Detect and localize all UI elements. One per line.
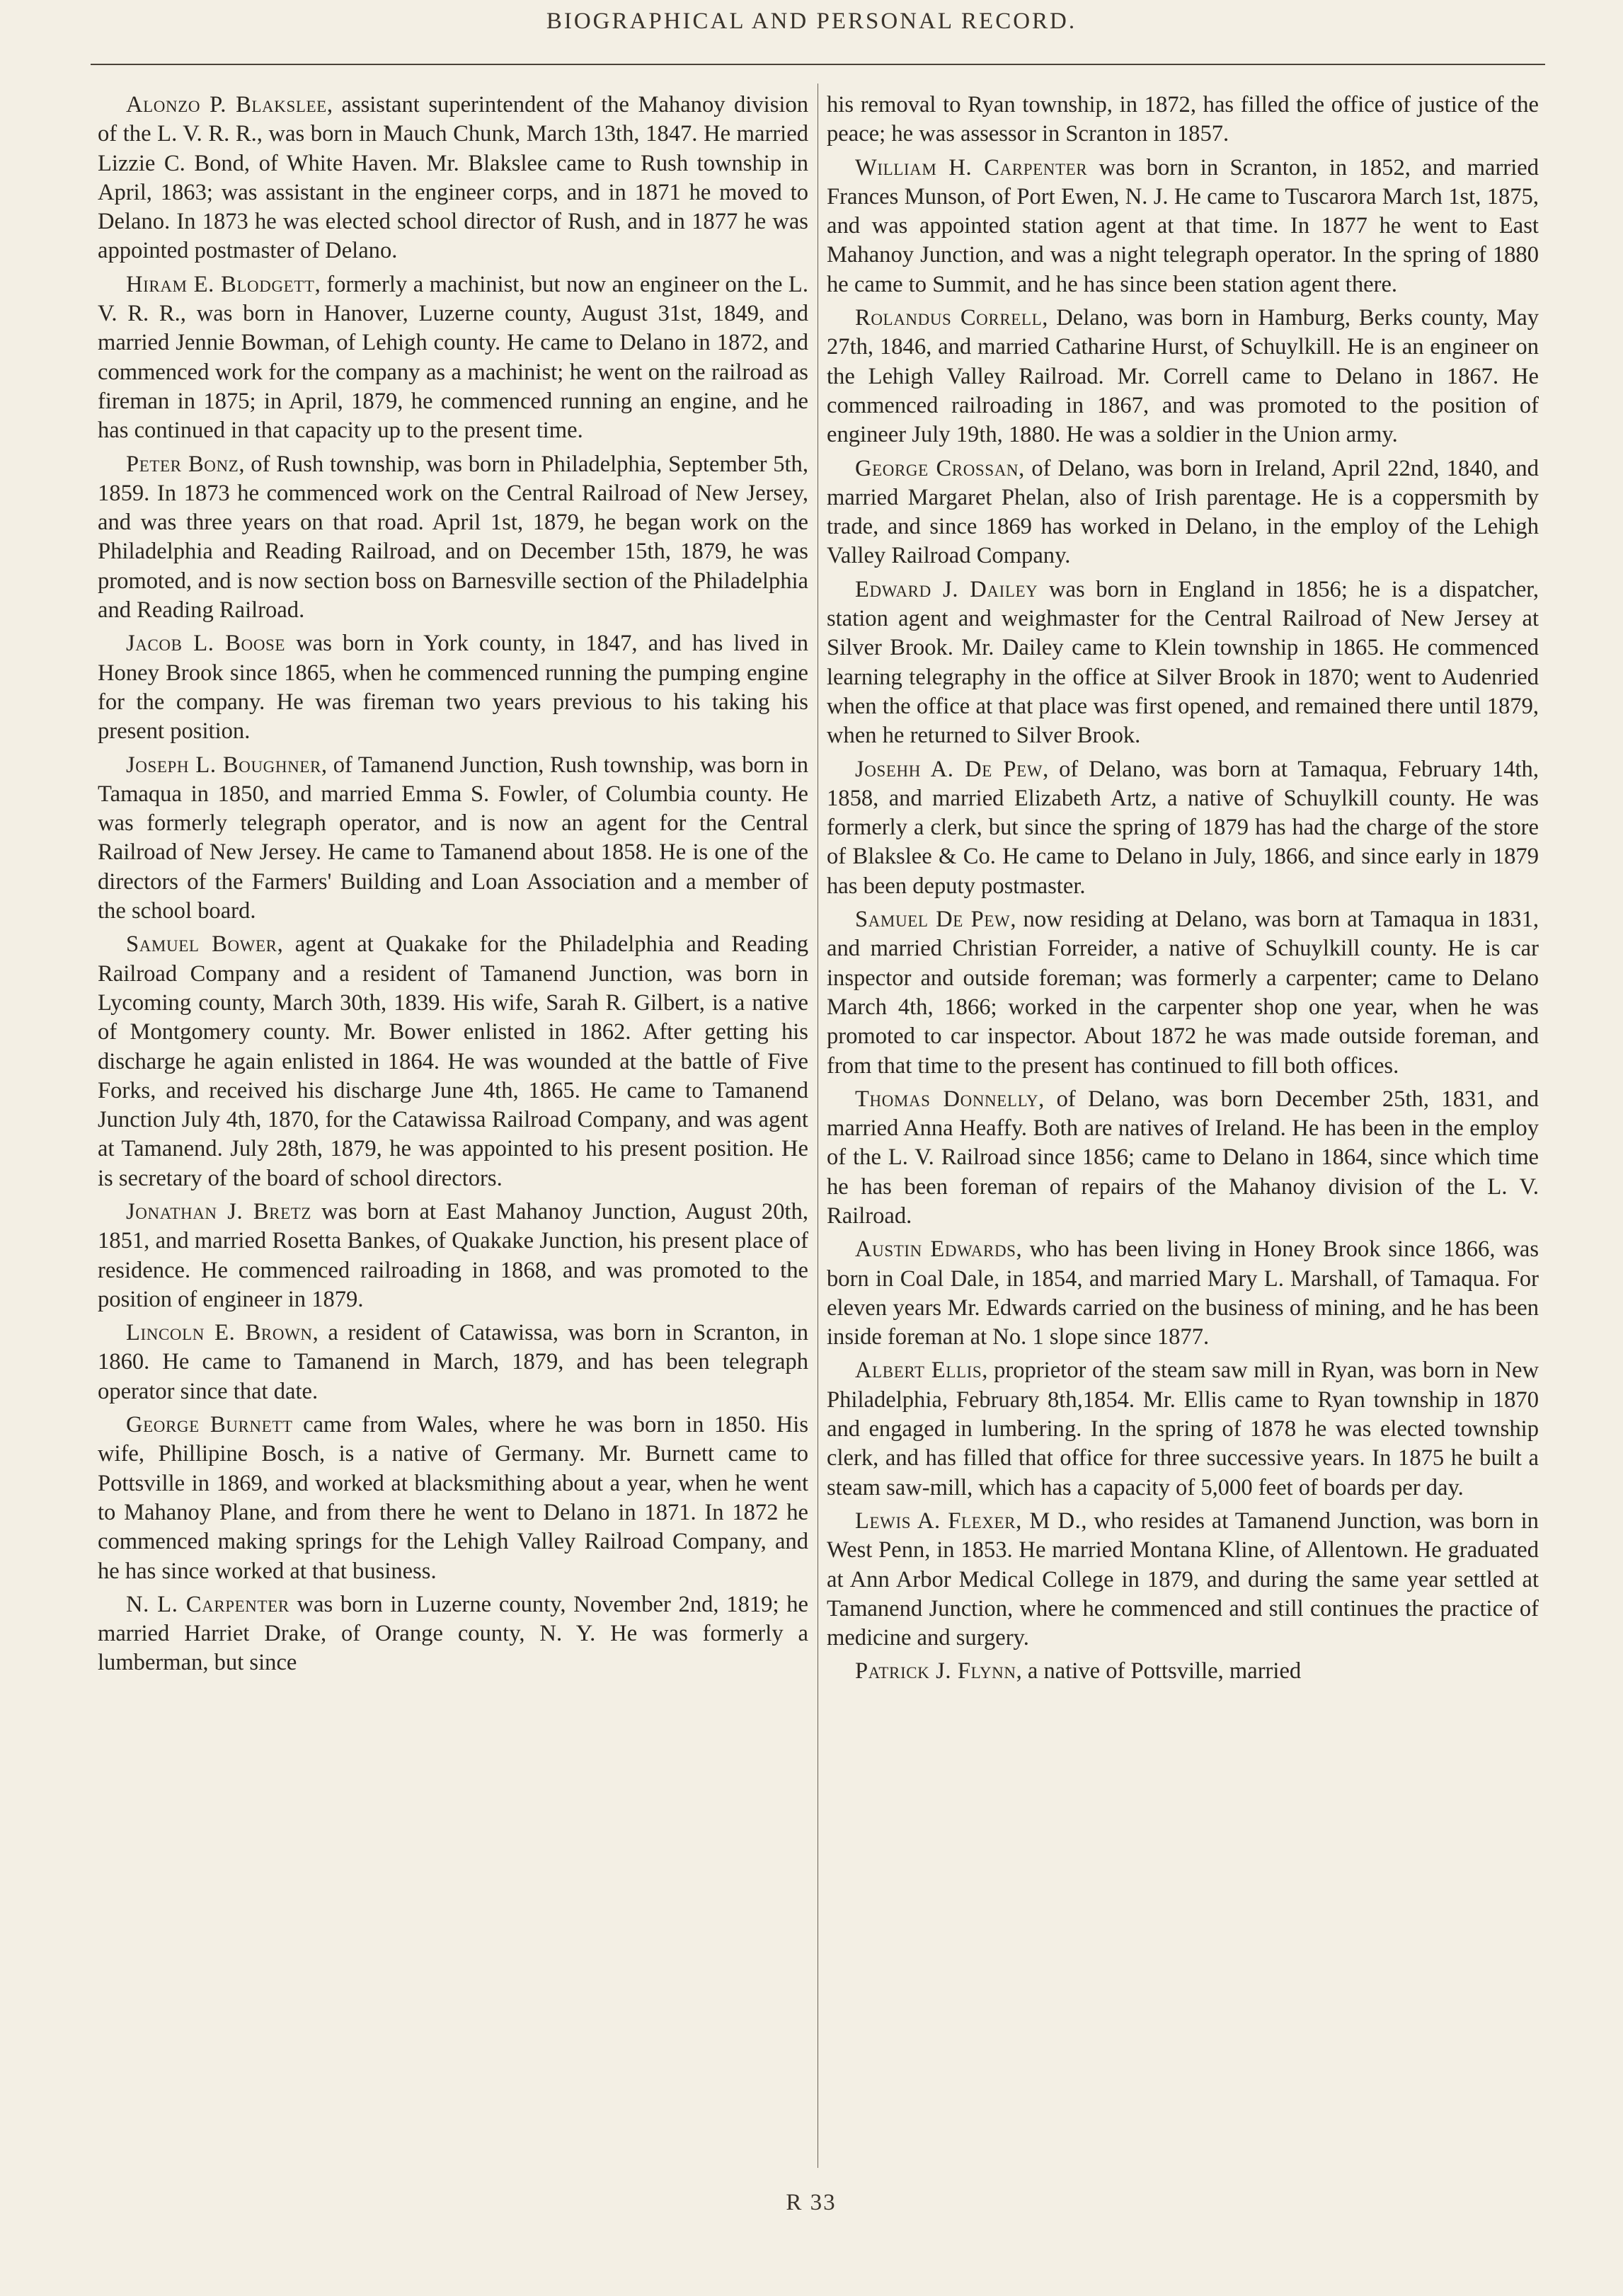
entry-name: Thomas Donnelly (855, 1086, 1039, 1112)
biography-entry (827, 304, 1539, 449)
biography-entry (827, 575, 1539, 751)
biography-entry (827, 154, 1539, 299)
biography-entry (827, 1235, 1539, 1352)
biography-entry (98, 450, 808, 626)
entry-name: Samuel Bower (126, 931, 277, 958)
entry-name: Lewis A. Flexer, M D. (855, 1508, 1082, 1534)
entry-text: , a native of Pottsville, married (1016, 1658, 1302, 1684)
biography-entry (827, 1507, 1539, 1653)
biography-entry (98, 1319, 808, 1406)
biography-entry (98, 1198, 808, 1314)
entry-name: N. L. Carpenter (126, 1591, 289, 1617)
entry-text: , of Delano, was born at Tamaqua, February 14th, 1858, and married Elizabeth Artz, a native of Schuylkill county. He was formerly a clerk, but since the spring of 1879 has had the charge of the store of Blakslee & Co. He came to Delano in July, 1866, and since early in 1879 has been deputy postmaster. (827, 756, 1539, 899)
entry-name: Austin Edwards (855, 1236, 1016, 1263)
left-column (98, 91, 808, 1682)
entry-name: Jonathan J. Bretz (126, 1198, 312, 1224)
entry-name: Samuel De Pew (855, 907, 1011, 933)
entry-text: was born in England in 1856; he is a dispatcher, station agent and weighmaster for the Central Railroad of New Jersey at Silver Brook. Mr. Dailey came to Klein township in 1865. He commenced learning telegraphy in the office at Silver Brook in 1870; went to Audenried when the office at that place was first opened, and remained there until 1879, when he returned to Silver Brook. (827, 576, 1539, 749)
biography-entry (98, 930, 808, 1193)
entry-text: , proprietor of the steam saw mill in Ryan, was born in New Philadelphia, February 8th,1854. Mr. Ellis came to Ryan township in 1870 and engaged in lumbering. In the spring of 1878 he was elected township clerk, and has filled that office for three successive years. In 1875 he built a steam saw-mill, which has a capacity of 5,000 feet of boards per day. (827, 1357, 1539, 1500)
biography-entry (827, 454, 1539, 571)
entry-name: Peter Bonz (126, 451, 239, 477)
entry-name: Edward J. Dailey (855, 576, 1038, 602)
entry-name: George Burnett (126, 1412, 293, 1438)
entry-text: , now residing at Delano, was born at Tamaqua in 1831, and married Christian Forreider, a native of Schuylkill county. He is car inspector and outside foreman; was formerly a carpenter; came to Delano March 4th, 1866; worked in the carpenter shop one year, when he was promoted to car inspector. About 1872 he was made outside foreman, and from that time to the present has continued to fill both offices. (827, 907, 1539, 1079)
biography-entry (827, 905, 1539, 1081)
entry-name: Joseph L. Boughner (126, 752, 321, 778)
entry-text: , who resides at Tamanend Junction, was born in West Penn, in 1853. He married Montana Kline, of Allentown. He graduated at Ann Arbor Medical College in 1879, and during the same year settled at Tamanend Junction, where he commenced and still continues the practice of medicine and surgery. (827, 1508, 1539, 1651)
entry-text: , a resident of Catawissa, was born in Scranton, in 1860. He came to Tamanend in March, 1879, and has been telegraph operator since that date. (98, 1320, 809, 1404)
right-column (827, 91, 1539, 1691)
biography-entry (98, 751, 808, 926)
page-folio: R 33 (786, 2190, 837, 2215)
entry-name: Patrick J. Flynn (855, 1658, 1016, 1684)
entry-text: was born in York county, in 1847, and has lived in Honey Brook since 1865, when he commenced running the pumping engine for the company. He was fireman two years previous to his taking his present position. (98, 631, 808, 745)
entry-name: Alonzo P. Blakslee (126, 92, 327, 117)
entry-text: , assistant superintendent of the Mahanoy division of the L. V. R. R., was born in Mauch Chunk, March 13th, 1847. He married Lizzie C. Bond, of White Haven. Mr. Blakslee came to Rush township in April, 1863; was assistant in the engineer corps, and in 1871 he moved to Delano. In 1873 he was elected school director of Rush, and in 1877 he was appointed postmaster of Delano. (98, 92, 808, 264)
entry-name: Albert Ellis (855, 1357, 982, 1384)
continued-entry-text: his removal to Ryan township, in 1872, has filled the office of justice of the peace; he was assessor in Scranton in 1857. (827, 92, 1539, 147)
entry-text: came from Wales, where he was born in 1850. His wife, Phillipine Bosch, is a native of Germany. Mr. Burnett came to Pottsville in 1869, and worked at blacksmithing about a year, when he went to Mahanoy Plane, and from there he went to Delano in 1871. In 1872 he commenced making springs for the Lehigh Valley Railroad Company, and he has since worked at that business. (98, 1412, 809, 1584)
entry-text: , formerly a machinist, but now an engineer on the L. V. R. R., was born in Hanover, Luzerne county, August 31st, 1849, and married Jennie Bowman, of Lehigh county. He came to Delano in 1872, and commenced work for the company as a machinist; he went on the railroad as fireman in 1875; in April, 1879, he commenced running an engine, and he has continued in that capacity up to the present time. (98, 271, 808, 444)
entry-text: , who has been living in Honey Brook since 1866, was born in Coal Dale, in 1854, and married Mary L. Marshall, of Tamaqua. For eleven years Mr. Edwards carried on the business of mining, and he has been inside foreman at No. 1 slope since 1877. (827, 1236, 1539, 1350)
biography-entry (827, 1657, 1539, 1686)
biography-entry (98, 629, 808, 746)
entry-text: , of Delano, was born in Ireland, April 22nd, 1840, and married Margaret Phelan, also of Irish parentage. He is a coppersmith by trade, and since 1869 has worked in Delano, in the employ of the Lehigh Valley Railroad Company. (827, 455, 1539, 569)
biography-entry (98, 270, 808, 446)
biography-entry (827, 1085, 1539, 1231)
biography-entry (827, 755, 1539, 901)
entry-name: Jacob L. Boose (126, 631, 286, 657)
entry-name: George Crossan (855, 455, 1019, 481)
entry-text: , agent at Quakake for the Philadelphia and Reading Railroad Company and a resident of Tamanend Junction, was born in Lycoming county, March 30th, 1839. His wife, Sarah R. Gilbert, is a native of Montgomery county. Mr. Bower enlisted in 1862. After getting his discharge he again enlisted in 1864. He was wounded at the battle of Five Forks, and received his discharge June 4th, 1865. He came to Tamanend Junction July 4th, 1870, for the Catawissa Railroad Company, and was agent at Tamanend. July 28th, 1879, he was appointed to his present position. He is secretary of the board of school directors. (98, 931, 809, 1191)
header-rule (91, 64, 1545, 65)
running-head: BIOGRAPHICAL AND PERSONAL RECORD. (546, 8, 1077, 34)
biography-entry (98, 1411, 808, 1586)
entry-text: , of Delano, was born December 25th, 1831, and married Anna Heaffy. Both are natives of Ireland. He has been in the employ of the L. V. Railroad since 1856; came to Delano in 1864, since which time he has been foreman of repairs of the Mahanoy division of the L. V. Railroad. (827, 1086, 1539, 1229)
biography-entry (98, 1590, 808, 1678)
entry-name: Josehh A. De Pew (855, 756, 1043, 782)
entry-name: Hiram E. Blodgett (126, 271, 315, 297)
entry-text: , of Rush township, was born in Philadelphia, September 5th, 1859. In 1873 he commenced work on the Central Railroad of New Jersey, and was three years on that road. April 1st, 1879, he began work on the Philadelphia and Reading Railroad, and on December 15th, 1879, he was promoted, and is now section boss on Barnesville section of the Philadelphia and Reading Railroad. (98, 451, 808, 624)
entry-text: was born in Scranton, in 1852, and married Frances Munson, of Port Ewen, N. J. He came to Tuscarora March 1st, 1875, and was appointed station agent at that time. In 1877 he went to East Mahanoy Junction, and was a night telegraph operator. In the spring of 1880 he came to Summit, and he has since been station agent there. (827, 154, 1539, 297)
entry-text: was born at East Mahanoy Junction, August 20th, 1851, and married Rosetta Bankes, of Quakake Junction, his present place of residence. He commenced railroading in 1868, and was promoted to the position of engineer in 1879. (98, 1198, 808, 1312)
biography-entry (827, 1356, 1539, 1502)
entry-name: Lincoln E. Brown (126, 1320, 313, 1346)
entry-name: William H. Carpenter (855, 154, 1088, 180)
entry-name: Rolandus Correll (855, 305, 1043, 331)
entry-text: , of Tamanend Junction, Rush township, was born in Tamaqua in 1850, and married Emma S. Fowler, of Columbia county. He was formerly telegraph operator, and is now an agent for the Central Railroad of New Jersey. He came to Tamanend about 1858. He is one of the directors of the Farmers' Building and Loan Association and a member of the school board. (98, 752, 808, 924)
entry-text: was born in Luzerne county, November 2nd, 1819; he married Harriet Drake, of Orange county, N. Y. He was formerly a lumberman, but since (98, 1591, 808, 1676)
entry-text: , Delano, was born in Hamburg, Berks county, May 27th, 1846, and married Catharine Hurst, of Schuylkill. He is an engineer on the Lehigh Valley Railroad. Mr. Correll came to Delano in 1867. He commenced railroading in 1867, and was promoted to the position of engineer July 19th, 1880. He was a soldier in the Union army. (827, 305, 1539, 448)
biography-entry (98, 91, 808, 266)
